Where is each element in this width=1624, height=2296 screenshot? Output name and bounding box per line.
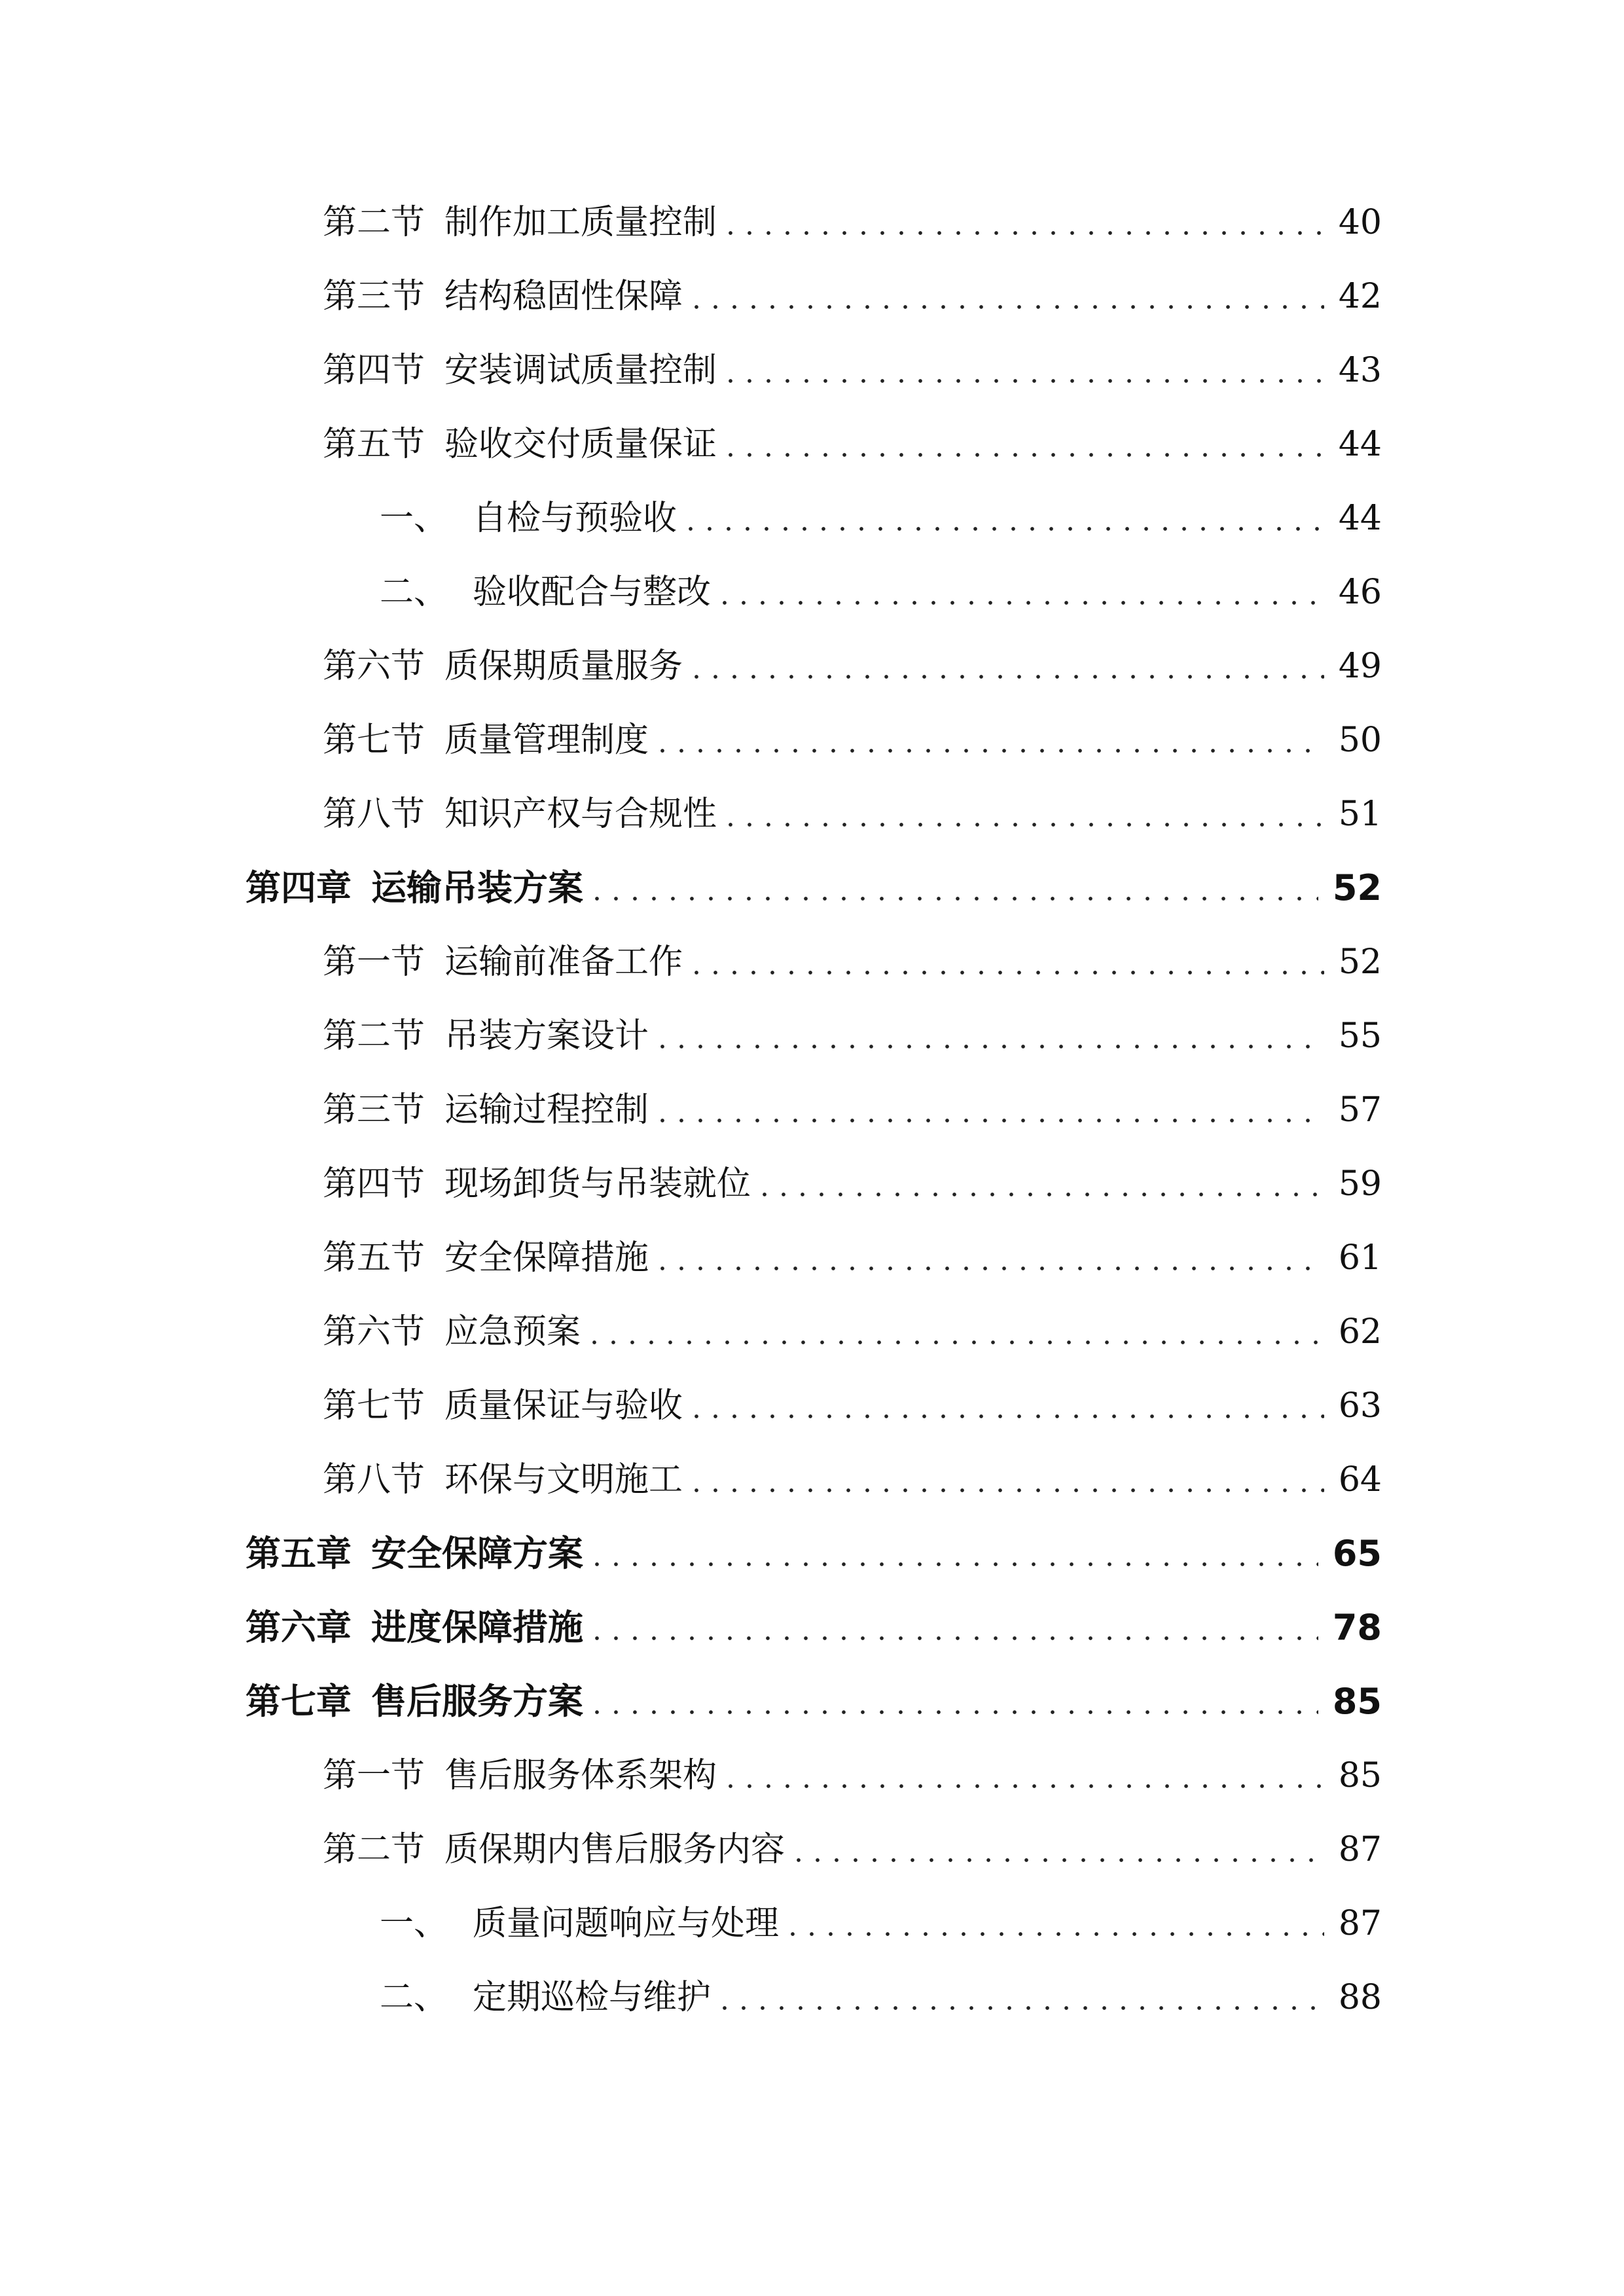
toc-entry-title: 制作加工质量控制: [444, 203, 717, 242]
toc-entry-label: 第六章: [245, 1607, 352, 1648]
toc-entry-page: 44: [1328, 415, 1382, 474]
dot-leader: [729, 379, 1324, 383]
toc-entry-page: 57: [1328, 1081, 1382, 1139]
toc-entry-page: 62: [1328, 1302, 1382, 1361]
toc-entry[interactable]: [0, 1302, 1624, 1361]
toc-entry-title: 知识产权与合规性: [444, 795, 717, 834]
toc-entry-title: 质量保证与验收: [444, 1386, 683, 1426]
toc-entry-title: 自检与预验收: [473, 499, 677, 538]
toc-entry-title: 质保期质量服务: [444, 647, 683, 686]
dot-leader: [763, 1193, 1324, 1196]
toc-entry-title: 运输过程控制: [444, 1090, 649, 1130]
toc-entry[interactable]: [0, 933, 1624, 992]
toc-entry-label: 第五节: [323, 425, 425, 464]
dot-leader: [723, 2006, 1324, 2010]
toc-entry-title: 环保与文明施工: [444, 1460, 683, 1499]
toc-entry[interactable]: [0, 1598, 1624, 1657]
dot-leader: [689, 527, 1324, 531]
toc-entry-label: 第四章: [245, 867, 352, 908]
toc-entry-label: 第四节: [323, 351, 425, 390]
dot-leader: [729, 231, 1324, 235]
toc-entry[interactable]: [0, 785, 1624, 844]
toc-entry-page: 59: [1328, 1155, 1382, 1213]
toc-entry-label: 第四节: [323, 1164, 425, 1204]
toc-entry-page: 85: [1322, 1672, 1382, 1731]
toc-entry-title: 定期巡检与维护: [473, 1978, 712, 2017]
toc-entry[interactable]: [0, 1229, 1624, 1287]
toc-entry-title: 质量管理制度: [444, 721, 649, 760]
toc-entry[interactable]: [0, 1968, 1624, 2027]
dot-leader: [695, 1414, 1324, 1418]
dot-leader: [729, 453, 1324, 457]
toc-entry-label: 第二节: [323, 1830, 425, 1869]
toc-entry-page: 52: [1322, 859, 1382, 918]
dot-leader: [791, 1932, 1324, 1936]
dot-leader: [695, 971, 1324, 975]
toc-entry-label: 第七章: [245, 1681, 352, 1722]
toc-entry[interactable]: [0, 193, 1624, 252]
toc-entry-page: 88: [1328, 1968, 1382, 2027]
toc-entry-label: 第二节: [323, 1016, 425, 1056]
toc-entry-title: 售后服务方案: [371, 1681, 583, 1722]
dot-leader: [695, 675, 1324, 679]
toc-entry-title: 安全保障方案: [371, 1533, 583, 1574]
toc-entry-page: 42: [1328, 267, 1382, 326]
toc-entry-label: 第六节: [323, 647, 425, 686]
toc-entry-label: 第一节: [323, 942, 425, 982]
toc-entry-label: 一、: [380, 1904, 448, 1943]
dot-leader: [595, 897, 1318, 901]
toc-entry[interactable]: [0, 859, 1624, 918]
toc-entry[interactable]: [0, 1081, 1624, 1139]
toc-entry[interactable]: [0, 563, 1624, 622]
dot-leader: [595, 1636, 1318, 1640]
dot-leader: [660, 1266, 1324, 1270]
toc-entry-page: 43: [1328, 341, 1382, 400]
toc-entry-page: 44: [1328, 489, 1382, 548]
dot-leader: [595, 1562, 1318, 1566]
toc-entry-label: 第八节: [323, 1460, 425, 1499]
toc-entry[interactable]: [0, 1746, 1624, 1805]
toc-entry[interactable]: [0, 267, 1624, 326]
toc-entry-label: 第六节: [323, 1312, 425, 1352]
dot-leader: [595, 1710, 1318, 1714]
toc-entry[interactable]: [0, 1894, 1624, 1953]
toc-entry-page: 55: [1328, 1007, 1382, 1066]
toc-entry-title: 运输吊装方案: [371, 867, 583, 908]
toc-entry-label: 第一节: [323, 1756, 425, 1795]
toc-entry-label: 第五章: [245, 1533, 352, 1574]
toc-entry-label: 二、: [380, 573, 448, 612]
toc-entry-label: 第八节: [323, 795, 425, 834]
toc-entry-page: 63: [1328, 1376, 1382, 1435]
toc-entry-title: 进度保障措施: [371, 1607, 583, 1648]
toc-entry-page: 85: [1328, 1746, 1382, 1805]
dot-leader: [729, 823, 1324, 827]
toc-entry-title: 现场卸货与吊装就位: [444, 1164, 751, 1204]
toc-entry-title: 应急预案: [444, 1312, 581, 1352]
toc-entry[interactable]: [0, 341, 1624, 400]
toc-entry[interactable]: [0, 415, 1624, 474]
dot-leader: [723, 601, 1324, 605]
toc-entry-label: 第五节: [323, 1238, 425, 1278]
toc-entry-title: 验收配合与整改: [473, 573, 712, 612]
toc-entry-title: 结构稳固性保障: [444, 277, 683, 316]
toc-entry-title: 质保期内售后服务内容: [444, 1830, 785, 1869]
toc-entry-page: 78: [1322, 1598, 1382, 1657]
toc-entry-page: 65: [1322, 1524, 1382, 1583]
toc-entry-title: 验收交付质量保证: [444, 425, 717, 464]
dot-leader: [695, 1488, 1324, 1492]
toc-entry-page: 46: [1328, 563, 1382, 622]
dot-leader: [592, 1340, 1324, 1344]
dot-leader: [729, 1784, 1324, 1788]
toc-entry[interactable]: [0, 1672, 1624, 1731]
toc-entry[interactable]: [0, 489, 1624, 548]
toc-entry-label: 一、: [380, 499, 448, 538]
toc-entry-title: 安装调试质量控制: [444, 351, 717, 390]
toc-entry[interactable]: [0, 1155, 1624, 1213]
toc-entry-page: 51: [1328, 785, 1382, 844]
toc-entry-page: 49: [1328, 637, 1382, 696]
toc-entry-page: 50: [1328, 711, 1382, 770]
dot-leader: [660, 1045, 1324, 1049]
toc-entry-title: 质量问题响应与处理: [473, 1904, 780, 1943]
toc-entry[interactable]: [0, 1450, 1624, 1509]
toc-entry-label: 第二节: [323, 203, 425, 242]
toc-entry[interactable]: [0, 1376, 1624, 1435]
toc-entry-title: 安全保障措施: [444, 1238, 649, 1278]
dot-leader: [660, 1119, 1324, 1122]
toc-entry-page: 64: [1328, 1450, 1382, 1509]
toc-entry-title: 吊装方案设计: [444, 1016, 649, 1056]
toc-entry-page: 61: [1328, 1229, 1382, 1287]
toc-entry-title: 运输前准备工作: [444, 942, 683, 982]
dot-leader: [797, 1858, 1324, 1862]
toc-entry-page: 87: [1328, 1894, 1382, 1953]
toc-entry[interactable]: [0, 1524, 1624, 1583]
toc-entry-page: 52: [1328, 933, 1382, 992]
toc-entry-page: 87: [1328, 1820, 1382, 1879]
toc-entry-label: 第七节: [323, 721, 425, 760]
toc-entry-label: 第七节: [323, 1386, 425, 1426]
toc-entry[interactable]: [0, 1007, 1624, 1066]
toc-entry-label: 第三节: [323, 277, 425, 316]
toc-entry[interactable]: [0, 711, 1624, 770]
toc-entry-label: 二、: [380, 1978, 448, 2017]
toc-entry-page: 40: [1328, 193, 1382, 252]
toc-entry[interactable]: [0, 1820, 1624, 1879]
toc-entry[interactable]: [0, 637, 1624, 696]
dot-leader: [660, 749, 1324, 753]
toc-entry-label: 第三节: [323, 1090, 425, 1130]
toc-entry-title: 售后服务体系架构: [444, 1756, 717, 1795]
dot-leader: [695, 305, 1324, 309]
